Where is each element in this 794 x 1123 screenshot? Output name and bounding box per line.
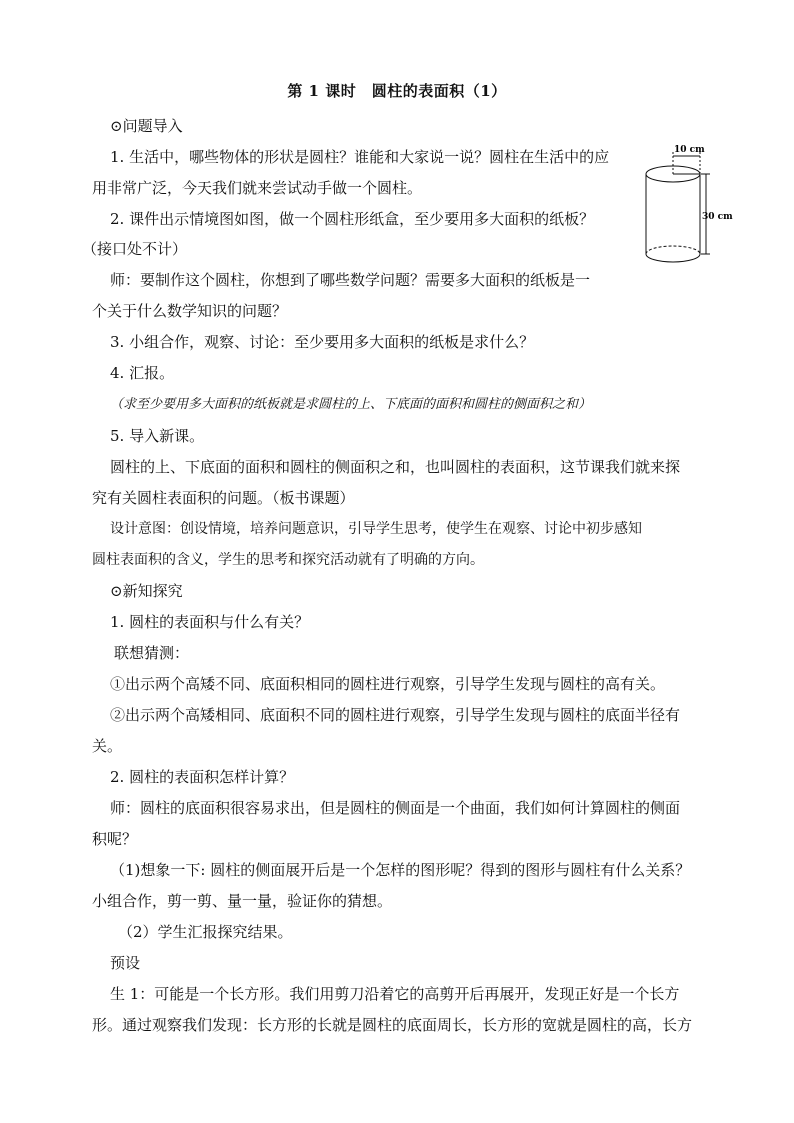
note-line: （求至少要用多大面积的纸板就是求圆柱的上、下底面的面积和圆柱的侧面积之和） — [110, 397, 592, 412]
paragraph-line: 联想猜测： — [114, 644, 190, 662]
paragraph-line: 用非常广泛，今天我们就来尝试动手做一个圆柱。 — [92, 179, 423, 197]
paragraph-line: 5. 导入新课。 — [110, 427, 205, 445]
section-heading-intro: ⊙问题导入 — [110, 117, 183, 135]
page-title: 第 1 课时 圆柱的表面积（1） — [287, 82, 507, 100]
paragraph-line: 师：圆柱的底面积很容易求出，但是圆柱的侧面是一个曲面，我们如何计算圆柱的侧面 — [110, 799, 681, 817]
paragraph-line: 3. 小组合作，观察、讨论：至少要用多大面积的纸板是求什么？ — [110, 333, 535, 351]
paragraph-line: 2. 圆柱的表面积怎样计算？ — [110, 768, 295, 786]
section-heading-explore: ⊙新知探究 — [110, 582, 183, 600]
paragraph-line: （接口处不计） — [82, 240, 188, 258]
paragraph-line: 积呢？ — [92, 830, 138, 848]
cylinder-bottom-front — [646, 254, 700, 262]
diameter-label: 10 cm — [674, 145, 705, 155]
paragraph-line: 1. 生活中，哪些物体的形状是圆柱？谁能和大家说一说？圆柱在生活中的应 — [110, 148, 610, 166]
paragraph-line: 预设 — [110, 954, 141, 972]
paragraph-line: （1)想象一下: 圆柱的侧面展开后是一个怎样的图形呢？得到的图形与圆柱有什么关系？ — [110, 861, 691, 879]
paragraph-line: （2）学生汇报探究结果。 — [118, 923, 293, 941]
paragraph-line: 4. 汇报。 — [110, 364, 175, 382]
design-intent-line: 设计意图：创设情境，培养问题意识，引导学生思考，使学生在观察、讨论中初步感知 — [110, 521, 642, 537]
paragraph-line: 关。 — [92, 737, 123, 755]
paragraph-line: 个关于什么数学知识的问题？ — [92, 302, 288, 320]
paragraph-line: 形。通过观察我们发现：长方形的长就是圆柱的底面周长，长方形的宽就是圆柱的高，长方 — [92, 1016, 693, 1034]
paragraph-line: 2. 课件出示情境图如图，做一个圆柱形纸盒，至少要用多大面积的纸板？ — [110, 210, 595, 228]
height-label: 30 cm — [702, 212, 733, 222]
cylinder-bottom-back — [646, 246, 700, 254]
paragraph-line: 究有关圆柱表面积的问题。（板书课题） — [92, 489, 355, 507]
cylinder-figure — [640, 140, 740, 270]
paragraph-line: 1. 圆柱的表面积与什么有关？ — [110, 613, 310, 631]
paragraph-line: 师：要制作这个圆柱，你想到了哪些数学问题？需要多大面积的纸板是一 — [110, 271, 591, 289]
paragraph-line: 小组合作，剪一剪、量一量，验证你的猜想。 — [92, 892, 393, 910]
design-intent-line: 圆柱表面积的含义，学生的思考和探究活动就有了明确的方向。 — [92, 552, 484, 568]
paragraph-line: ①出示两个高矮不同、底面积相同的圆柱进行观察，引导学生发现与圆柱的高有关。 — [110, 675, 666, 693]
paragraph-line: ②出示两个高矮相同、底面积不同的圆柱进行观察，引导学生发现与圆柱的底面半径有 — [110, 706, 681, 724]
paragraph-line: 生 1：可能是一个长方形。我们用剪刀沿着它的高剪开后再展开，发现正好是一个长方 — [110, 985, 680, 1003]
paragraph-line: 圆柱的上、下底面的面积和圆柱的侧面积之和，也叫圆柱的表面积，这节课我们就来探 — [110, 458, 681, 476]
